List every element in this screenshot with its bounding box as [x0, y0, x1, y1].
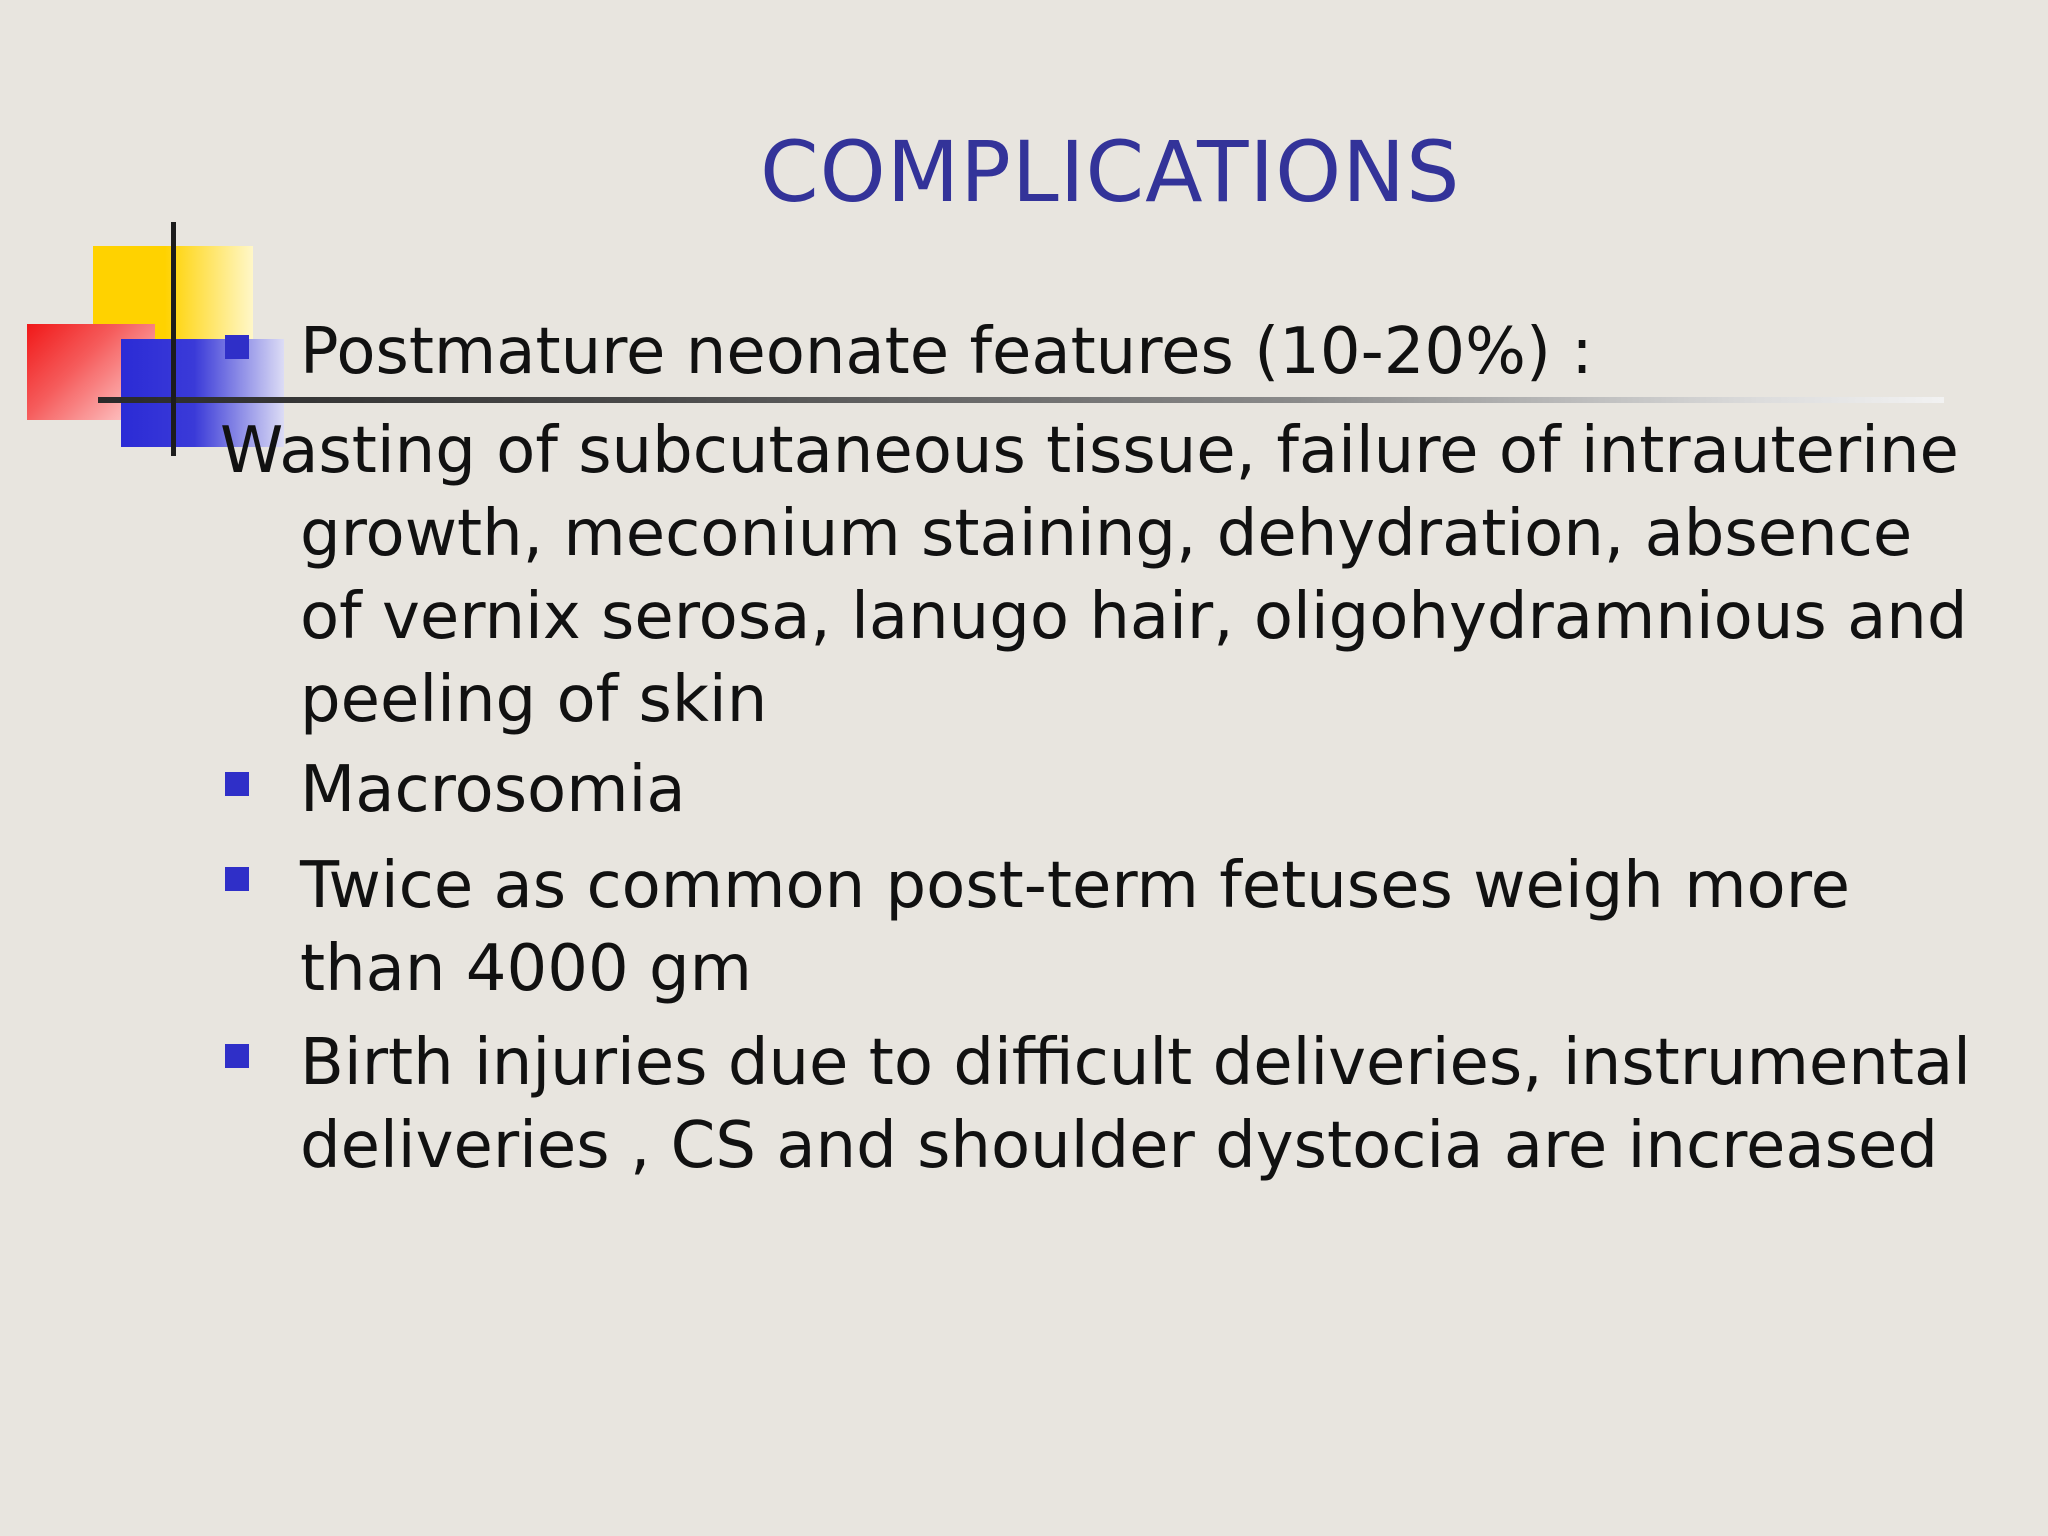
bullet-line: deliveries , CS and shoulder dystocia are increased [300, 1109, 1938, 1183]
bullet-line: than 4000 gm [300, 932, 752, 1006]
bullet-birth-injuries [300, 1022, 1971, 1188]
bullet-postmature-features: Postmature neonate features (10-20%) : [300, 315, 1593, 389]
bullet-post-term-weight [300, 845, 1850, 1011]
ornament-vertical-line [171, 222, 176, 456]
postmature-features-detail [220, 410, 1967, 742]
detail-line: growth, meconium staining, dehydration, absence [300, 497, 1913, 571]
square-bullet-icon [225, 867, 249, 891]
square-bullet-icon [225, 772, 249, 796]
square-bullet-icon [225, 335, 249, 359]
detail-line: peeling of skin [300, 663, 768, 737]
slide-title: COMPLICATIONS [760, 123, 1461, 221]
bullet-line: Macrosomia [300, 753, 686, 827]
bullet-macrosomia [300, 749, 686, 832]
bullet-line: Twice as common post-term fetuses weigh more [300, 849, 1850, 923]
square-bullet-icon [225, 1044, 249, 1068]
detail-line: of vernix serosa, lanugo hair, oligohydramnious and [300, 580, 1968, 654]
title-divider-line [98, 397, 1944, 403]
detail-line: Wasting of subcutaneous tissue, failure of intrauterine [220, 414, 1959, 488]
bullet-line: Birth injuries due to difficult deliveries, instrumental [300, 1026, 1971, 1100]
